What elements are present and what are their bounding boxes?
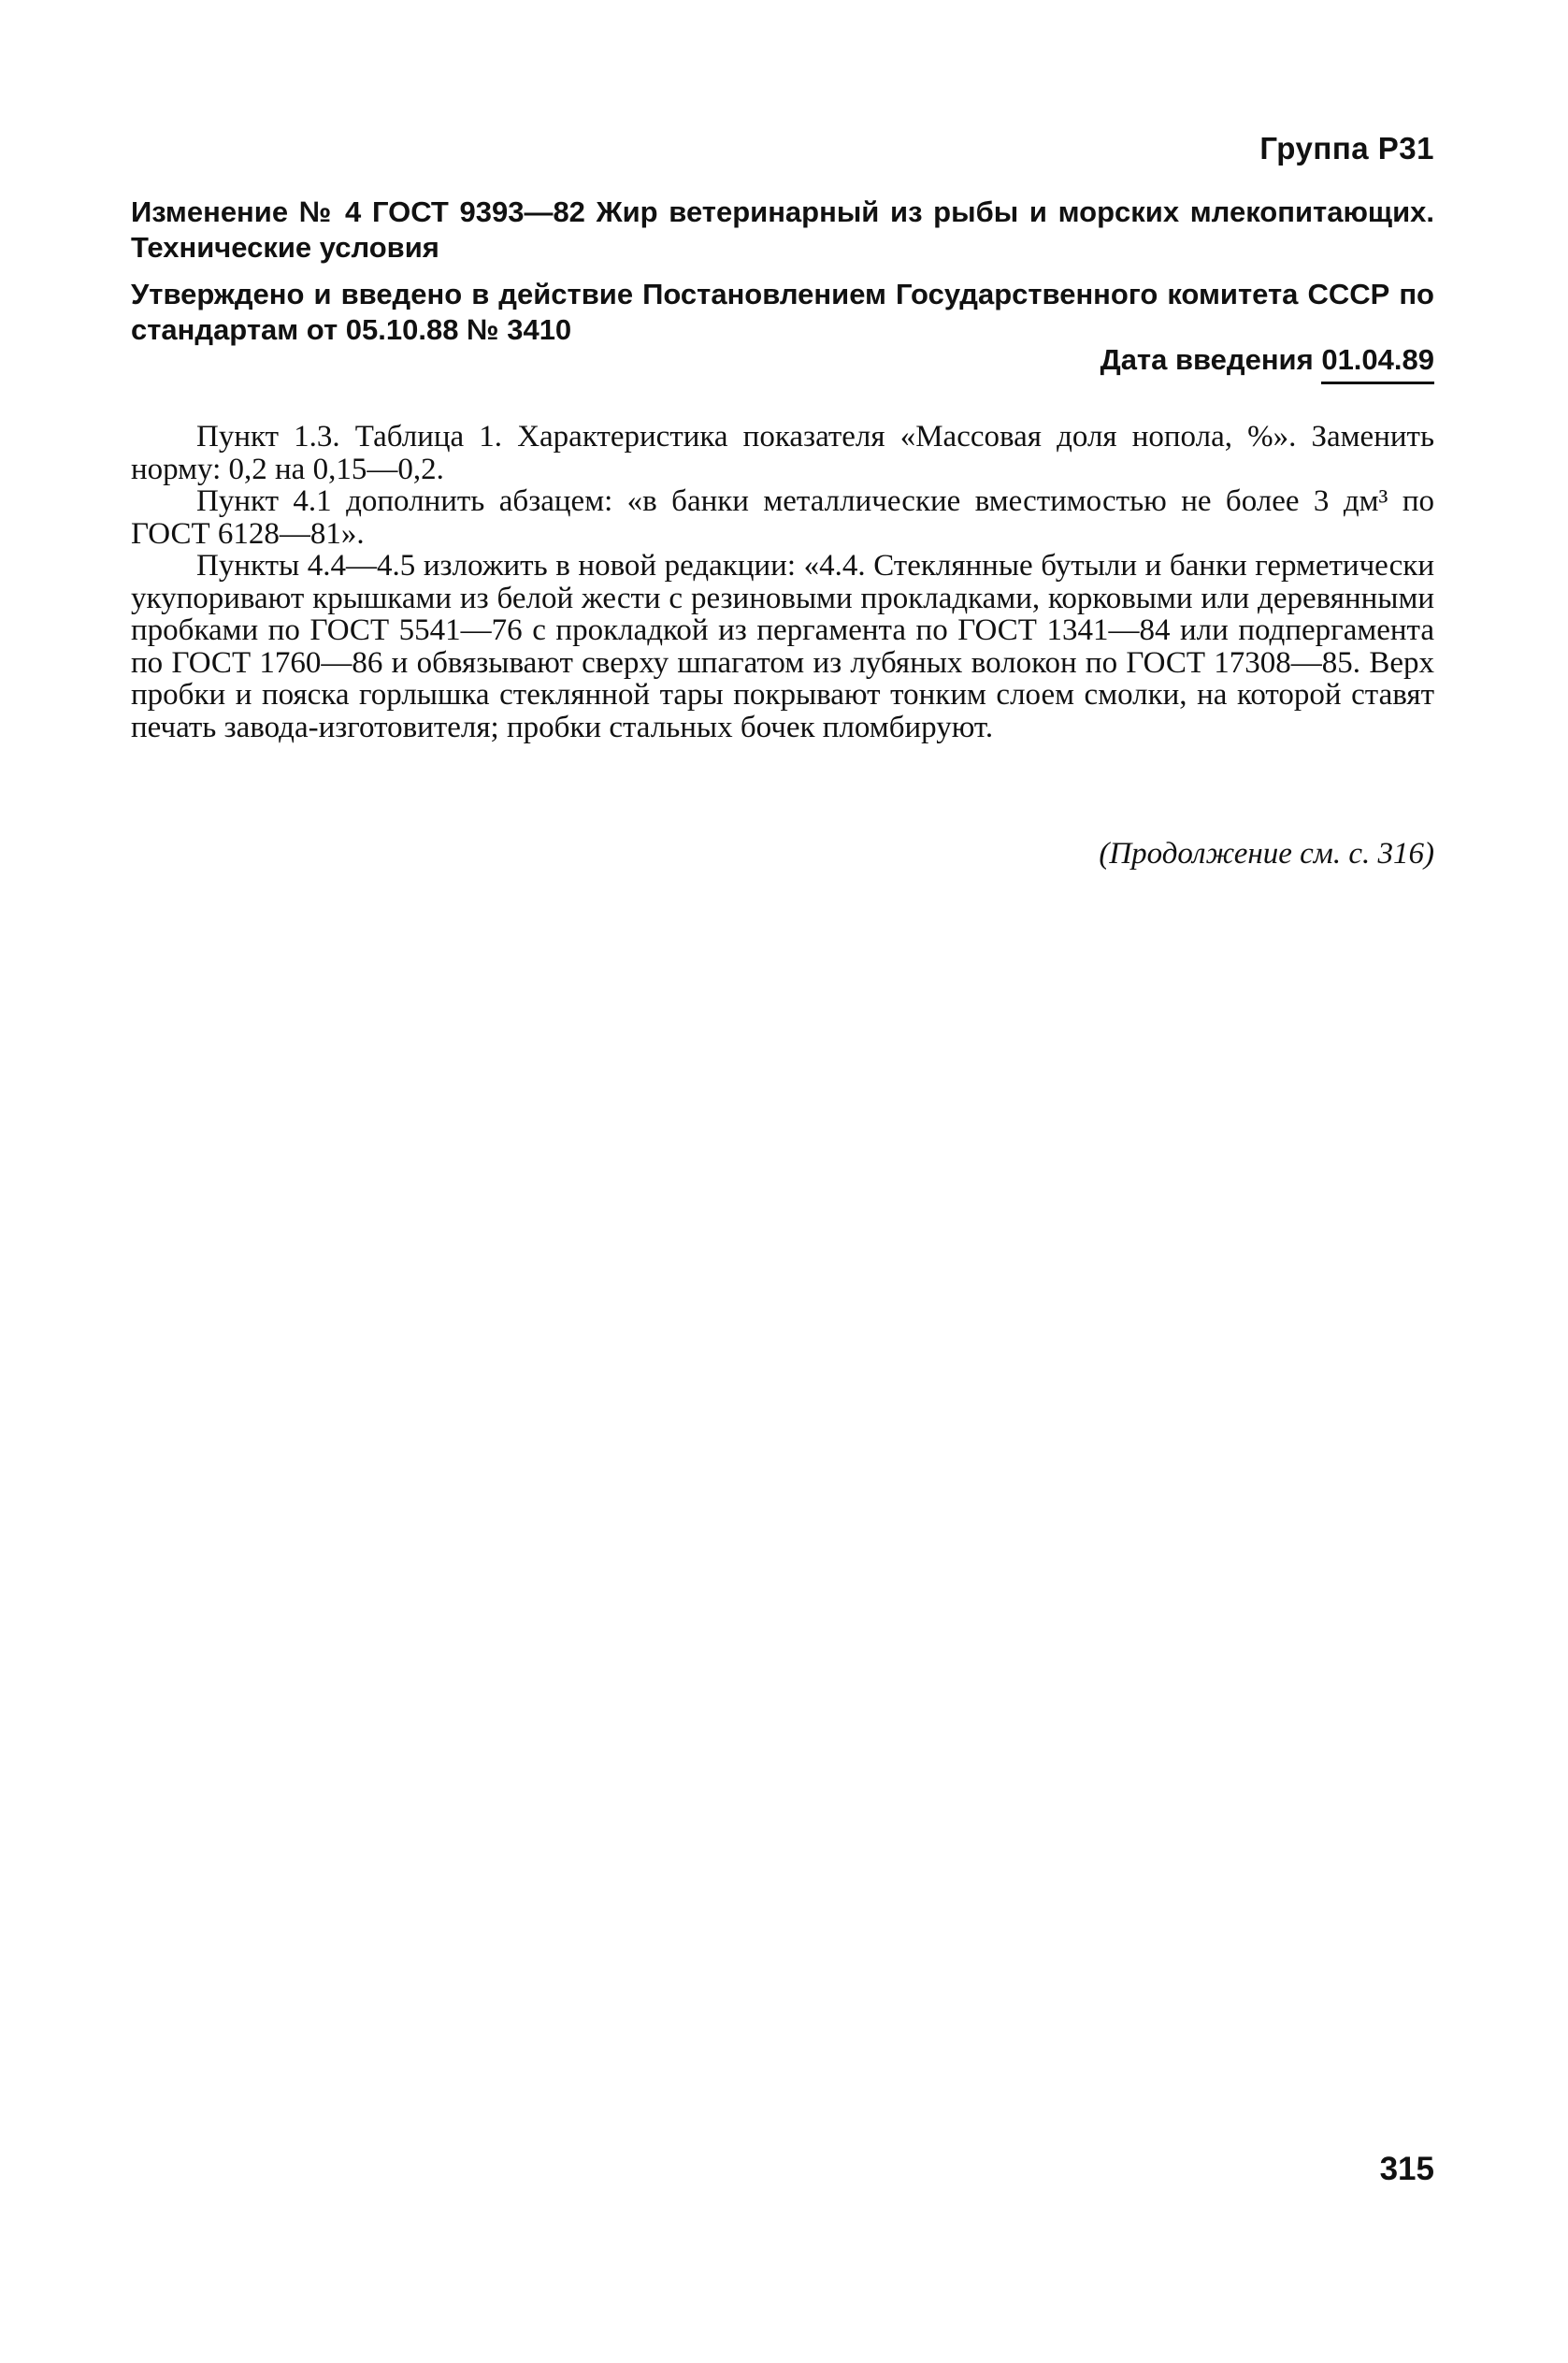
approval-statement: Утверждено и введено в действие Постановлением Государственного комитета СССР по стандартам от 05.10.88 № 3410 (131, 278, 1434, 346)
group-code: Группа Р31 (1259, 131, 1434, 166)
page-number: 315 (1379, 2151, 1434, 2187)
continuation-note: (Продолжение см. с. 316) (1099, 837, 1434, 871)
paragraph-item-4-1: Пункт 4.1 дополнить абзацем: «в банки металлические вместимостью не более 3 дм³ по ГОСТ 6128—81». (131, 484, 1434, 551)
introduction-date (1100, 342, 1434, 378)
paragraph-items-4-4-4-5: Пункты 4.4—4.5 изложить в новой редакции: «4.4. Стеклянные бутыли и банки герметически укупоривают крышками из белой жести с резиновыми прокладками, корковыми или деревянными пробками по ГОСТ 5541—76 с прокладкой из пергамента по ГОСТ 1341—84 или подпергамента по ГОСТ 1760—86 и обвязывают сверху шпагатом из лубяных волокон по ГОСТ 17308—85. Верх пробки и пояска горлышка стеклянной тары покрывают тонким слоем смолки, на которой ставят печать завода-изготовителя; пробки стальных бочек пломбируют. (131, 549, 1434, 744)
amendment-body (131, 421, 1434, 743)
amendment-title: Изменение № 4 ГОСТ 9393—82 Жир ветеринарный из рыбы и морских млекопитающих. Технические условия (131, 195, 1434, 264)
paragraph-item-1-3: Пункт 1.3. Таблица 1. Характеристика показателя «Массовая доля нопола, %». Заменить норму: 0,2 на 0,15—0,2. (131, 420, 1434, 486)
introduction-date-value: 01.04.89 (1321, 343, 1434, 384)
introduction-date-label: Дата введения (1100, 343, 1322, 376)
